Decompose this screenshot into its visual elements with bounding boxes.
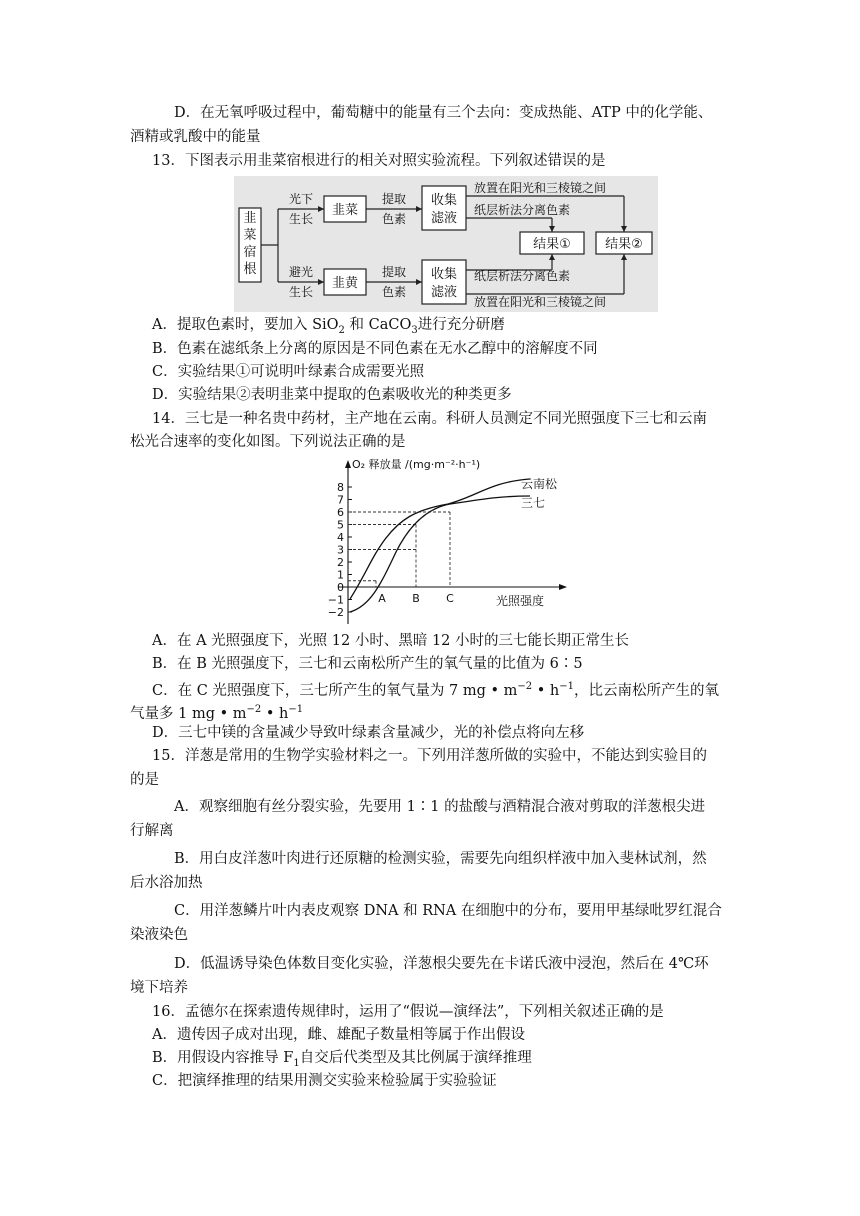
q13-option-c: C．实验结果①可说明叶绿素合成需要光照	[152, 364, 425, 380]
q16-option-c: C．把演绎推理的结果用测交实验来检验属于实验验证	[152, 1073, 497, 1089]
q13-option-b: B．色素在滤纸条上分离的原因是不同色素在无水乙醇中的溶解度不同	[152, 341, 598, 357]
q15-stem-line2: 的是	[130, 772, 159, 788]
q13-option-d: D．实验结果②表明韭菜中提取的色素吸收光的种类更多	[152, 387, 512, 403]
q14-stem-line1: 14．三七是一种名贵中药材，主产地在云南。科研人员测定不同光照强度下三七和云南	[152, 411, 707, 427]
y-tick-label: 7	[337, 493, 344, 507]
y-tick-label: 2	[337, 556, 344, 569]
y-tick-label: −2	[327, 606, 344, 619]
chart-ylabel: O₂ 释放量 /(mg·m⁻²·h⁻¹)	[352, 458, 481, 471]
light-label-bottom: 生长	[288, 212, 314, 226]
extract-label-top-1: 提取	[381, 192, 407, 206]
light-curve-chart	[318, 456, 568, 628]
q15-option-d-line1: D．低温诱导染色体数目变化实验，洋葱根尖要先在卡诺氏液中浸泡，然后在 4℃环	[174, 956, 709, 972]
q15-option-b-line2: 后水浴加热	[130, 875, 203, 891]
y-tick-label: 8	[337, 481, 344, 494]
paper-chrom-label-top: 纸层析法分离色素	[474, 203, 571, 217]
y-tick-label: 3	[337, 543, 344, 557]
q13-stem: 13．下图表示用韭菜宿根进行的相关对照实验流程。下列叙述错误的是	[152, 153, 606, 169]
q15-option-c-line1: C．用洋葱鳞片叶内表皮观察 DNA 和 RNA 在细胞中的分布，要用甲基绿吡罗红混合	[174, 903, 722, 919]
q12-option-d-line1: D．在无氧呼吸过程中，葡萄糖中的能量有三个去向：变成热能、ATP 中的化学能、	[174, 105, 713, 121]
collect-bottom-1: 收集	[430, 267, 458, 282]
sun-prism-label-bottom: 放置在阳光和三棱镜之间	[474, 295, 607, 309]
q15-option-c-line2: 染液染色	[130, 927, 188, 943]
q16-option-b: B．用假设内容推导 $F_1$自交后代类型及其比例属于演绎推理	[152, 1050, 532, 1069]
y-tick-label: 6	[337, 506, 344, 519]
extract-label-bottom-1: 提取	[381, 265, 407, 279]
extract-label-top-2: 色素	[381, 212, 407, 226]
q14-option-c-line1: C．在 C 光照强度下，三七所产生的氧气量为 7 mg • $m^{-2}$ • $h^{-1}$，比云南松所产生的氧	[152, 681, 720, 699]
chart-xlabel: 光照强度	[496, 594, 545, 608]
y-tick-label: 4	[337, 531, 344, 544]
q12-option-d-line2: 酒精或乳酸中的能量	[130, 129, 261, 145]
result2-label: 结果②	[605, 237, 643, 252]
x-tick-label: C	[446, 592, 454, 605]
flow-diagram	[234, 176, 658, 312]
q14-option-b: B．在 B 光照强度下，三七和云南松所产生的氧气量的比值为 6∶5	[152, 656, 583, 672]
x-tick-label: B	[412, 592, 420, 605]
extract-label-bottom-2: 色素	[381, 285, 407, 299]
root-char-2: 菜	[243, 228, 257, 243]
light-label-top: 光下	[288, 192, 314, 206]
q13-option-a: A．提取色素时，要加入 SiO$_2$ 和 CaCO$_3$进行充分研磨	[152, 317, 505, 336]
collect-bottom-2: 滤液	[430, 285, 458, 300]
series-label-1: 云南松	[521, 477, 558, 491]
q14-stem-line2: 松光合速率的变化如图。下列说法正确的是	[130, 434, 406, 450]
paper-chrom-label-bottom: 纸层析法分离色素	[474, 269, 571, 283]
q16-stem: 16．孟德尔在探索遗传规律时，运用了“假说—演绎法”，下列相关叙述正确的是	[152, 1004, 664, 1020]
q14-option-d: D．三七中镁的含量减少导致叶绿素含量减少，光的补偿点将向左移	[152, 725, 585, 741]
y-tick-label: 0	[337, 581, 344, 594]
root-char-3: 宿	[243, 245, 257, 260]
plant1-label: 韭菜	[331, 203, 359, 218]
result1-label: 结果①	[533, 237, 571, 252]
q16-option-a: A．遗传因子成对出现，雌、雄配子数量相等属于作出假设	[152, 1027, 525, 1043]
collect-top-2: 滤液	[430, 211, 458, 226]
q15-option-a-line2: 行解离	[130, 823, 174, 839]
series-label-2: 三七	[521, 496, 546, 510]
y-tick-label: −1	[327, 593, 344, 607]
plant2-label: 韭黄	[331, 276, 359, 291]
y-tick-label: 1	[337, 568, 344, 582]
q15-stem-line1: 15．洋葱是常用的生物学实验材料之一。下列用洋葱所做的实验中，不能达到实验目的	[152, 748, 707, 764]
q14-option-c-line2: 气量多 1 mg • $m^{-2}$ • $h^{-1}$	[130, 704, 304, 722]
y-tick-label: 5	[337, 518, 344, 532]
root-char-1: 韭	[243, 211, 257, 226]
dark-label-top: 避光	[288, 265, 314, 279]
q15-option-d-line2: 境下培养	[130, 980, 188, 996]
x-tick-label: A	[378, 592, 386, 605]
q15-option-a-line1: A．观察细胞有丝分裂实验，先要用 1∶1 的盐酸与酒精混合液对剪取的洋葱根尖进	[174, 799, 706, 815]
root-char-4: 根	[243, 262, 257, 277]
sun-prism-label-top: 放置在阳光和三棱镜之间	[474, 181, 607, 195]
dark-label-bottom: 生长	[288, 285, 314, 299]
q15-option-b-line1: B．用白皮洋葱叶肉进行还原糖的检测实验，需要先向组织样液中加入斐林试剂，然	[174, 851, 707, 867]
collect-top-1: 收集	[430, 193, 458, 208]
q14-option-a: A．在 A 光照强度下，光照 12 小时、黑暗 12 小时的三七能长期正常生长	[152, 633, 629, 649]
